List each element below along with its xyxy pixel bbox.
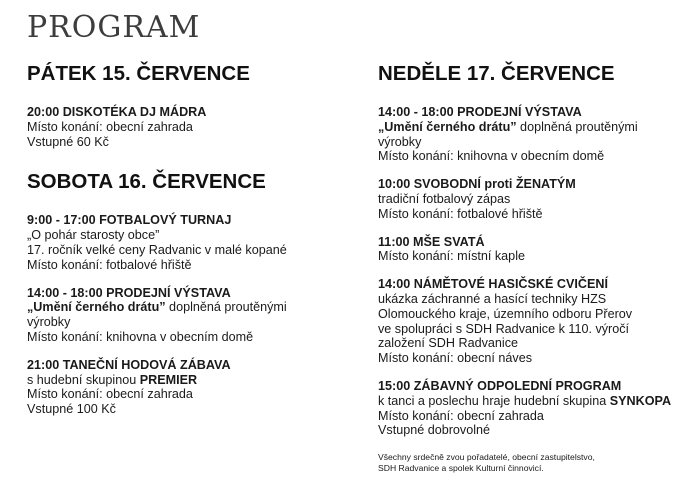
sunday-heading: NEDĚLE 17. ČERVENCE <box>378 62 615 85</box>
event-text: s hudební skupinou <box>27 372 140 387</box>
event-text: 17. ročník velké ceny Radvanic v malé kopané <box>27 242 287 257</box>
program-event <box>27 286 347 345</box>
event-performer: PREMIER <box>139 372 198 387</box>
event-text: Místo konání: obecní zahrada <box>27 119 193 134</box>
program-event <box>27 213 347 272</box>
event-title <box>378 105 693 120</box>
event-detail <box>378 409 693 424</box>
event-detail <box>378 207 693 222</box>
event-detail <box>378 135 693 150</box>
event-title <box>378 379 693 394</box>
event-text: 20:00 DISKOTÉKA DJ MÁDRA <box>27 105 207 119</box>
event-text: výrobky <box>27 315 71 330</box>
event-detail <box>27 243 347 258</box>
event-detail <box>378 292 693 307</box>
event-text: 9:00 - 17:00 FOTBALOVÝ TURNAJ <box>27 213 232 228</box>
event-text: Vstupné 100 Kč <box>27 402 116 417</box>
event-text: 14:00 - 18:00 PRODEJNÍ VÝSTAVA <box>378 105 582 119</box>
program-event <box>378 277 693 366</box>
event-detail <box>27 330 347 345</box>
program-event <box>378 105 693 164</box>
footer-line: Všechny srdečně zvou pořadatelé, obecní zastupitelstvo, <box>378 452 595 463</box>
event-detail <box>378 423 693 438</box>
event-text: 10:00 SVOBODNÍ proti ŽENATÝM <box>378 177 576 192</box>
sunday-events <box>378 105 693 438</box>
event-detail <box>27 373 347 388</box>
event-title <box>378 277 693 292</box>
friday-events <box>27 105 347 149</box>
event-text: Vstupné 60 Kč <box>27 134 109 149</box>
event-text-rest: doplněná proutěnými <box>516 119 638 134</box>
event-text: Místo konání: místní kaple <box>378 249 525 264</box>
event-title <box>378 177 693 192</box>
event-title <box>27 286 347 301</box>
event-text: Místo konání: fotbalové hřiště <box>378 206 543 221</box>
event-text: Místo konání: knihovna v obecním domě <box>27 329 254 344</box>
event-text: Místo konání: obecní náves <box>378 351 533 366</box>
event-detail <box>27 258 347 273</box>
organizers-note <box>378 452 693 473</box>
event-detail <box>378 336 693 351</box>
right-column <box>378 62 693 473</box>
event-detail <box>27 387 347 402</box>
event-detail <box>378 249 693 264</box>
event-text: ukázka záchranné a hasící techniky HZS <box>378 291 607 306</box>
event-detail <box>27 402 347 417</box>
event-text: 14:00 NÁMĚTOVÉ HASIČSKÉ CVIČENÍ <box>378 277 609 292</box>
program-event <box>27 105 347 149</box>
event-detail <box>378 307 693 322</box>
event-text: 14:00 - 18:00 PRODEJNÍ VÝSTAVA <box>27 285 231 300</box>
program-event <box>27 358 347 417</box>
program-event <box>378 177 693 221</box>
event-text: „Umění černého drátu” <box>378 119 517 134</box>
event-text: k tanci a poslechu hraje hudební skupina <box>378 393 610 408</box>
event-detail <box>378 394 693 409</box>
event-detail <box>27 120 347 135</box>
event-detail <box>378 351 693 366</box>
event-detail <box>27 135 347 150</box>
event-text: „O pohár starosty obce” <box>27 228 160 243</box>
event-text: 11:00 MŠE SVATÁ <box>378 234 485 249</box>
saturday-heading: SOBOTA 16. ČERVENCE <box>27 170 266 194</box>
event-text: založení SDH Radvanice <box>378 336 519 351</box>
event-text: Místo konání: obecní zahrada <box>378 408 544 423</box>
event-text: 15:00 ZÁBAVNÝ ODPOLEDNÍ PROGRAM <box>378 378 622 393</box>
event-detail <box>378 120 693 135</box>
event-text: Místo konání: obecní zahrada <box>27 387 193 402</box>
event-text: tradiční fotbalový zápas <box>378 191 511 206</box>
program-event <box>378 235 693 265</box>
event-title <box>378 235 693 250</box>
event-detail <box>378 192 693 207</box>
event-detail <box>378 322 693 337</box>
program-event <box>378 379 693 438</box>
event-text: Olomouckého kraje, územního odboru Přerov <box>378 306 633 321</box>
event-text: „Umění černého drátu” <box>27 300 166 315</box>
event-detail <box>27 300 347 315</box>
event-text: Místo konání: fotbalové hřiště <box>27 257 192 272</box>
page-title: PROGRAM <box>27 10 201 45</box>
event-text: Vstupné dobrovolné <box>378 423 491 438</box>
event-title <box>27 105 347 120</box>
event-performer: SYNKOPA <box>609 393 672 408</box>
footer-line: SDH Radvanice a spolek Kulturní činnovicí. <box>378 462 544 473</box>
event-detail <box>378 149 693 164</box>
friday-heading: PÁTEK 15. ČERVENCE <box>27 62 250 85</box>
event-text-rest: doplněná proutěnými <box>165 300 287 315</box>
event-text: Místo konání: knihovna v obecním domě <box>378 149 605 164</box>
saturday-events <box>27 213 347 417</box>
event-detail <box>27 315 347 330</box>
event-text: výrobky <box>378 134 422 149</box>
event-text: ve spolupráci s SDH Radvanice k 110. výročí <box>378 321 630 336</box>
event-title <box>27 358 347 373</box>
event-title <box>27 213 347 228</box>
event-detail <box>27 228 347 243</box>
left-column <box>27 62 347 417</box>
event-text: 21:00 TANEČNÍ HODOVÁ ZÁBAVA <box>27 357 231 372</box>
